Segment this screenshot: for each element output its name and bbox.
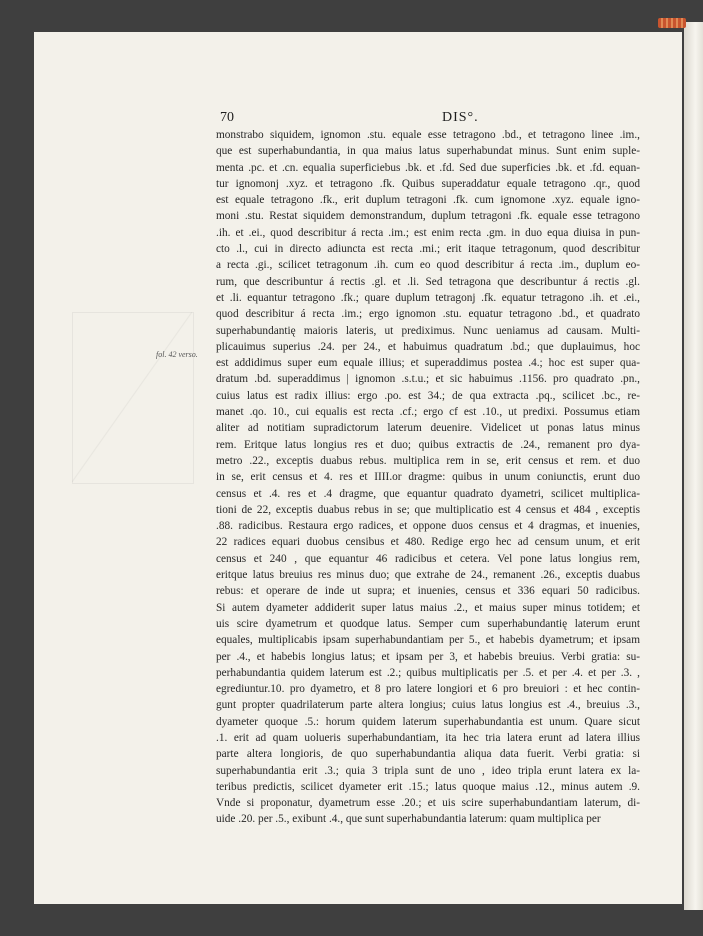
show-through-diagonal: [72, 312, 192, 482]
text-line: plicauimus superius .24. per 24., et habuimus quadratum .bd.; que duplauimus, hoc: [216, 340, 640, 353]
text-line: dyameter quoque .5.: horum quidem laterum superhabundantia est unum. Quare sicut: [216, 715, 640, 728]
text-line: parte altera longioris, de quo superhabundantia aliqua data fuerit. Verbi gratia: si: [216, 748, 640, 761]
text-line: superhabundantia erit .3.; quia 3 tripla sunt de uno , ideo tripla erunt latera ex la-: [216, 764, 640, 777]
text-line: est equale tetragono .fk., erit duplum tetragoni .fk. cum ignomone .xyz. equale igno-: [216, 194, 640, 207]
page-header: [220, 110, 640, 126]
text-line: per .4., et habebis longius latus; et ipsam per 3, et habebis breuius. Verbi gratia: su-: [216, 650, 640, 663]
text-line: que est superhabundantia, in qua maius latus superhabundat minus. Sunt enim suple-: [216, 145, 640, 158]
text-line: et .li. equantur tetragono .fk.; quare duplum tetragonj .fk. equatur tetragono .ih. et .ei.,: [216, 291, 640, 304]
text-line: gunt propter quadrilaterum parte altera longius; cuius latus longius est .4., breuius .3.,: [216, 699, 640, 712]
text-line: census et 240 , que equantur 46 radicibus et cetera. Vel pone latus longius rem,: [216, 552, 640, 565]
body-text: [216, 127, 640, 828]
text-line: .ih. et .ei., quod describitur á recta .im.; est enim recta .gm. in duo equa diuisa in pun-: [216, 226, 640, 239]
bookmark-ribbon: [658, 18, 686, 28]
text-line: rebus: et operare de inde ut supra; et inuenies, census et 336 equari 50 radicibus.: [216, 585, 640, 598]
text-line: 22 radices equari duobus censibus et 480. Redige ergo hec ad censum unum, et erit: [216, 536, 640, 549]
text-line: dratum .bd. superaddimus | ignomon .s.t.u.; et sic habuimus .1156. pro quadrato .pn.,: [216, 373, 640, 386]
text-line: est addidimus super eum equale illius; et superaddimus postea .4.; hoc est super qua-: [216, 357, 640, 370]
text-line: Si autem dyameter addiderit super latus maius .2., et maius super minus totidem; et: [216, 601, 640, 614]
text-line: metro .22., exceptis duabus rebus. multiplica rem in se, erit census et rem. et duo: [216, 454, 640, 467]
margin-note: fol. 42 verso.: [156, 350, 198, 359]
text-line: census et .4. res et .4 dragme, que equantur quadrato dyametri, scilicet multiplica-: [216, 487, 640, 500]
text-line: rem. Eritque latus longius res et duo; quibus extractis de .24., remanent pro dya-: [216, 438, 640, 451]
text-line: .88. radicibus. Restaura ergo radices, et oppone duos census et 4 dragmas, et inuenies,: [216, 520, 640, 533]
text-line: a recta .gi., scilicet tetragonum .ih. cum eo quod describitur á recta .im., duplum eo-: [216, 259, 640, 272]
text-line: monstrabo siquidem, ignomon .stu. equale esse tetragono .bd., et tetragono linee .im.,: [216, 129, 640, 141]
text-line: .1. erit ad quam uolueris superhabundantiam, ita hec tria latera erunt ad latera illius: [216, 731, 640, 744]
text-line: egrediuntur.10. pro dyametro, et 8 pro latere longiori et 6 pro breuiori : et hec contin-: [216, 683, 640, 696]
text-line: tioni de 22, exceptis duabus rebus in se; que multiplicatio est 4 census et 484 , exceptis: [216, 503, 640, 516]
text-line: rum, que describuntur á rectis .gl. et .li. Sed tetragona que describuntur á rectis .gl.: [216, 275, 640, 288]
text-line: menta .pc. et .cn. equalia superficiebus .bk. et .fd. Sed due superficies .bk. et .fd. equan-: [216, 161, 640, 174]
text-line: manet .qo. 10., cui equalis est recta .cf.; ergo cf est .10., ut predixi. Possumus etiam: [216, 406, 640, 419]
text-line: equales, multiplicabis ipsam superhabundantiam per 5., et habebis dyametrum; et ipsam: [216, 634, 640, 647]
text-line: teribus predictis, scilicet dyameter erit .15.; latus quoque maius .12., minus autem .9.: [216, 780, 640, 793]
text-line: superhabundantię maioris lateris, ut prediximus. Nunc ueniamus ad causam. Multi-: [216, 324, 640, 337]
text-line: in se, erit census et 4. res et IIII.or dragme: quibus in unum coniunctis, erunt duo: [216, 471, 640, 484]
text-line: cto .l., cui in directo adiuncta est recta .mi.; erit itaque tetragonum, quod describitur: [216, 243, 640, 256]
page-number: 70: [220, 110, 234, 125]
text-line: cuius latus est radix illius: ergo .po. est 34.; de qua extracta .pq., scilicet .bc., re-: [216, 389, 640, 402]
book-edge: [684, 22, 703, 910]
text-line: quod describitur á recta .im.; ergo ignomon .stu. equatur tetragono .bd., et quadrato: [216, 308, 640, 321]
text-line: uide .20. per .5., exibunt .4., que sunt superhabundantia laterum: quam multiplica per: [216, 813, 601, 826]
text-line: aliter ad notitiam supradictorum laterum deuenire. Videlicet ut ponas latus minus: [216, 422, 640, 435]
text-line: moni .stu. Restat siquidem demonstrandum, duplum tetragoni .fk. equale esse tetragono: [216, 210, 640, 223]
text-line: tur ignomonj .xyz. et tetragono .fk. Quibus superaddatur equale tetragono .qr., quod: [216, 177, 640, 190]
text-line: uis scire dyametrum et quodque latus. Semper cum superhabundantię laterum erunt: [216, 617, 640, 630]
text-line: eritque latus breuius res minus duo; que extrahe de 24., remanent .26., exceptis duabus: [216, 569, 640, 582]
text-line: perhabundantia quidem laterum est .2.; quibus multiplicatis per .5. et per .4. et per .3. ,: [216, 666, 640, 679]
running-head: DIS°.: [442, 110, 479, 125]
text-line: Vnde si proponatur, dyametrum esse .20.; et uis scire superhabundantiam laterum, di-: [216, 797, 640, 810]
